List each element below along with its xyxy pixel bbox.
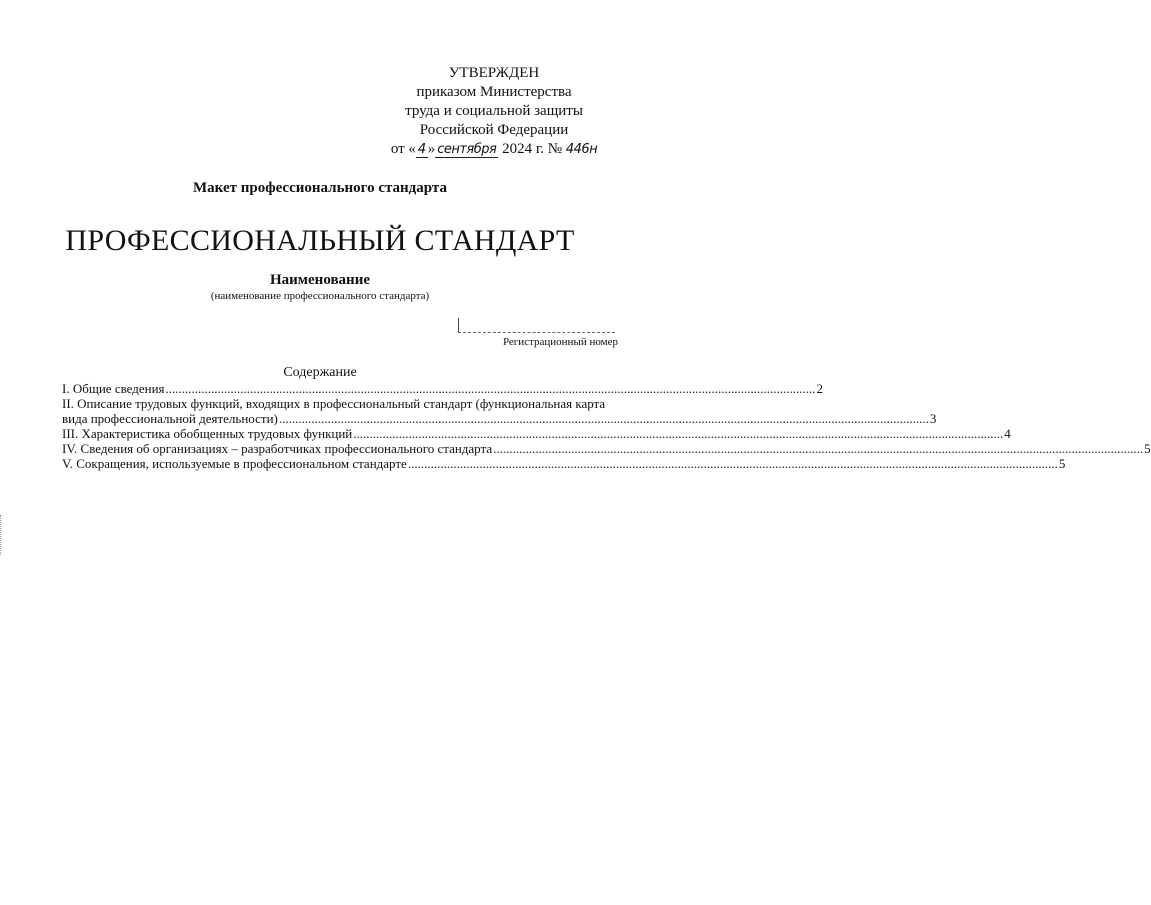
toc-item-text: I. Общие сведения [62,381,165,396]
toc-page-number: 2 [816,381,824,396]
handwritten-day: 4 [417,142,426,157]
toc-leader-dots: ........................................................................................................................................................................................................ [353,426,1004,441]
handwritten-order-number: 446н [565,142,598,157]
approval-line-order: приказом Министерства [416,84,572,100]
toc-page-number: 4 [1004,426,1011,441]
toc-page-number: 3 [929,411,937,426]
toc-leader-dots: ........................................................................................................................................................................................................ [165,381,816,396]
toc-item-text: IV. Сведения об организациях – разработчиках профессионального стандарта [62,441,493,456]
date-quote: » [427,141,436,157]
toc-item[interactable] [62,381,824,396]
table-of-contents [62,381,1151,471]
toc-item-first-line[interactable]: II. Описание трудовых функций, входящих в профессиональный стандарт (функциональная карта [62,396,606,411]
date-prefix: от « [390,141,416,157]
toc-item[interactable] [62,411,937,426]
standard-name-heading: Наименование [270,272,370,288]
toc-leader-dots: ........................................................................................................................................................................................................ [278,411,929,426]
toc-page-number: 5 [1144,441,1151,456]
handwritten-month: сентября [437,142,497,157]
approval-block [388,64,600,159]
registration-number-box [458,318,615,333]
toc-leader-dots: ........................................................................................................................................................................................................ [407,456,1058,471]
date-year: 2024 г. № [502,141,563,157]
toc-item-text: V. Сокращения, используемые в профессиональном стандарте [62,456,407,471]
maket-title: Макет профессионального стандарта [193,180,447,196]
toc-item-text: III. Характеристика обобщенных трудовых функций [62,426,353,441]
approval-date-line [388,140,600,159]
approval-line-ministry: труда и социальной защиты [405,103,583,119]
approval-heading: УТВЕРЖДЕН [448,65,540,81]
registration-number-label: Регистрационный номер [502,336,618,348]
toc-item[interactable] [62,441,1151,456]
scan-edge-mark [0,515,4,555]
toc-leader-dots: ........................................................................................................................................................................................................ [493,441,1144,456]
page-title: ПРОФЕССИОНАЛЬНЫЙ СТАНДАРТ [65,224,575,257]
standard-name-caption: (наименование профессионального стандарта) [210,290,430,302]
toc-page-number: 5 [1058,456,1066,471]
toc-title: Содержание [283,365,357,380]
toc-item-text: вида профессиональной деятельности) [62,411,278,426]
approval-line-country: Российской Федерации [419,122,569,138]
toc-item[interactable] [62,456,1066,471]
toc-item[interactable] [62,426,1011,441]
